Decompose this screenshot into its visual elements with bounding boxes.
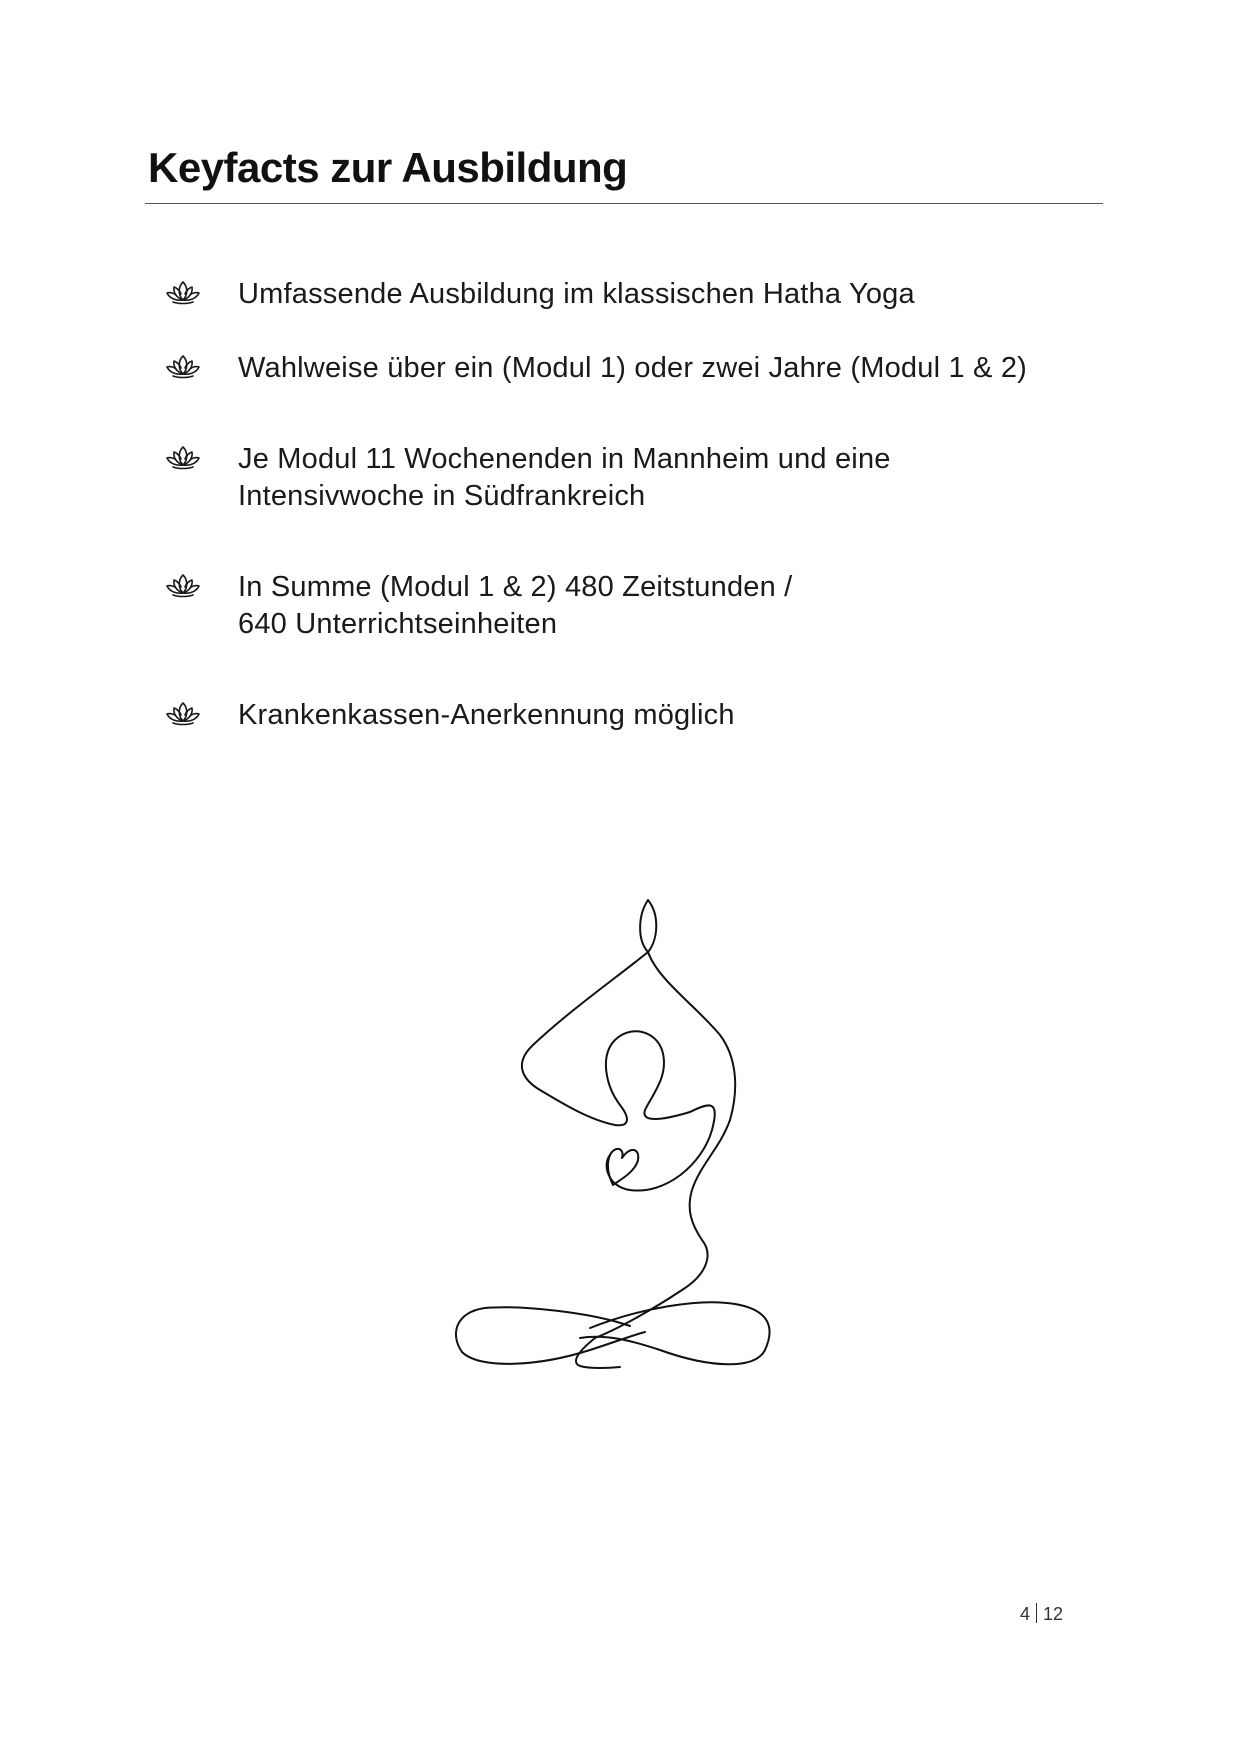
keyfact-line: In Summe (Modul 1 & 2) 480 Zeitstunden / [238, 571, 793, 603]
page-number [1020, 1603, 1063, 1625]
keyfact-line: Umfassende Ausbildung im klassischen Hatha Yoga [238, 278, 915, 310]
meditating-figure-line-art-icon [430, 880, 810, 1410]
keyfact-line: Krankenkassen-Anerkennung möglich [238, 699, 735, 731]
page-number-total: 12 [1043, 1604, 1064, 1624]
keyfact-line: Intensivwoche in Südfrankreich [238, 480, 646, 512]
keyfact-line: Wahlweise über ein (Modul 1) oder zwei Jahre (Modul 1 & 2) [238, 352, 1028, 384]
keyfact-text [238, 697, 735, 734]
title-divider [145, 203, 1103, 204]
lotus-icon [165, 278, 201, 306]
lotus-icon [165, 699, 201, 727]
keyfact-line: 640 Unterrichtseinheiten [238, 608, 558, 640]
keyfact-text [238, 569, 792, 643]
page-number-current: 4 [1020, 1604, 1031, 1624]
keyfact-text [238, 350, 1027, 387]
keyfact-line: Je Modul 11 Wochenenden in Mannheim und eine [238, 443, 891, 475]
keyfact-text [238, 441, 891, 515]
page-number-separator [1036, 1603, 1037, 1623]
keyfact-text [238, 276, 915, 313]
lotus-icon [165, 443, 201, 471]
lotus-icon [165, 352, 201, 380]
page-title: Keyfacts zur Ausbildung [148, 144, 628, 191]
lotus-icon [165, 571, 201, 599]
